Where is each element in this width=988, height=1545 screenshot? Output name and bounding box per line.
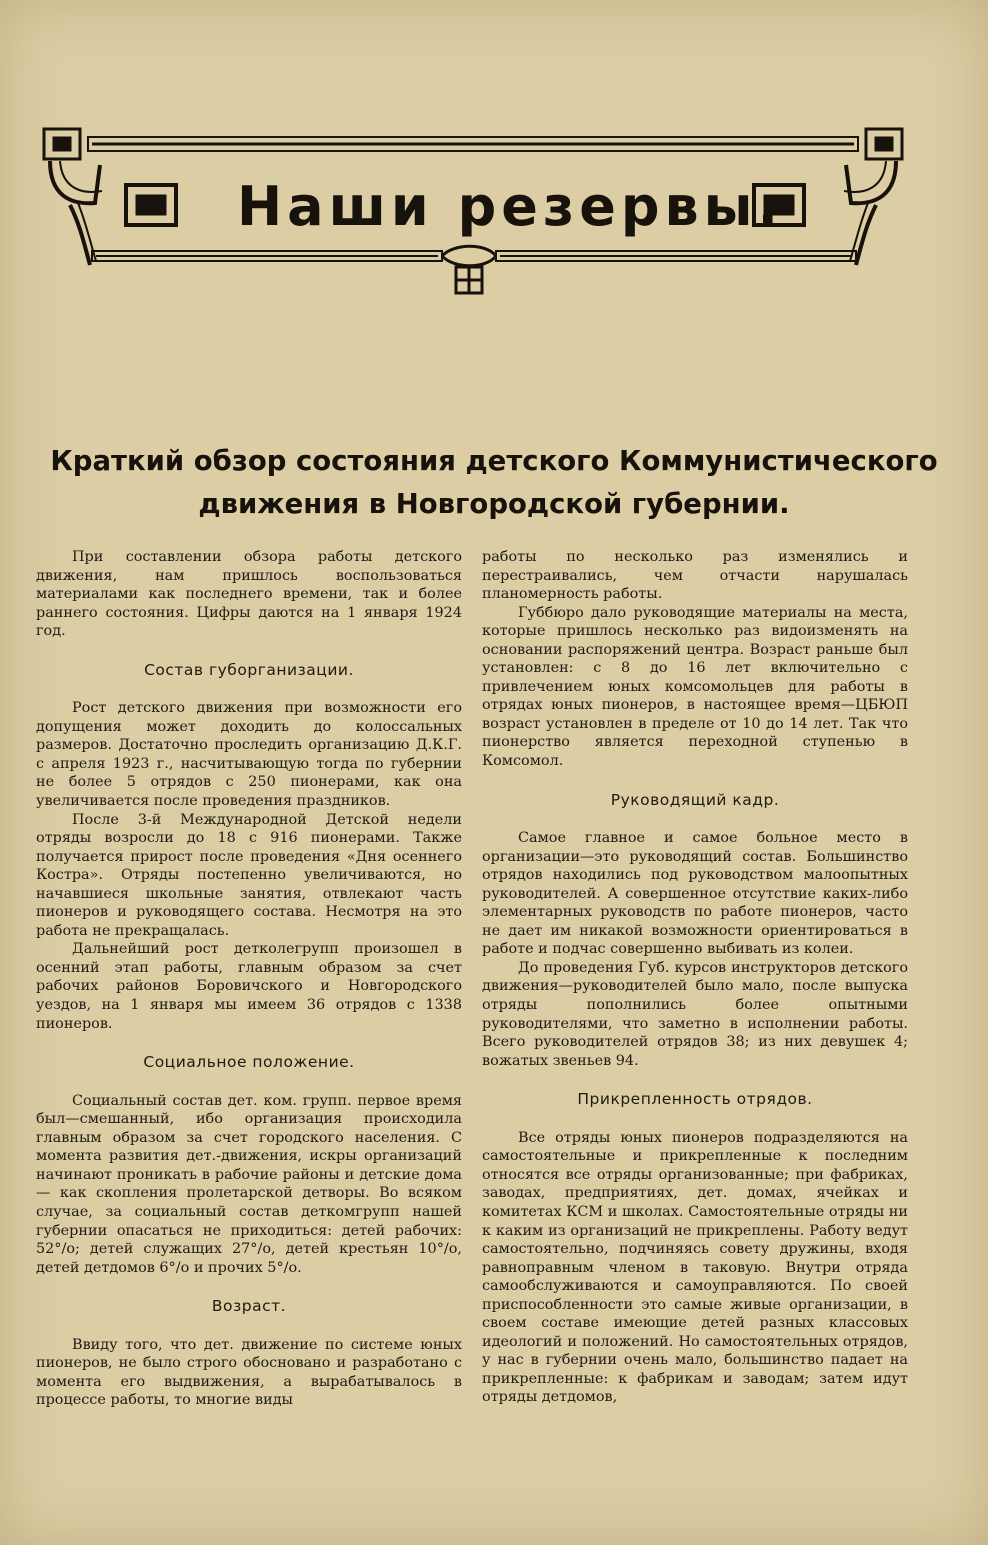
header-banner (40, 125, 950, 305)
section-heading-age: Возраст. (211, 1297, 287, 1316)
paragraph-sostav-1: Рост детского движения при возможности его допущения может доходить до колоссальных размеров. Достаточно проследить организацию Д.К.Г. с апреля 1923 г., насчитывающую тогда по губернии не более 5 отрядов с 250 пионерами, как она увеличивается после проведения праздников. (36, 700, 462, 810)
paragraph-social-1: Социальный состав дет. ком. групп. первое время был—смешанный, ибо организация происходила главным образом за счет городского населения. С момента развития дет.-движения, искры организаций начинают проникать в рабочие районы и детские дома — как скопления пролетарской детворы. Во всяком случае, за социальный состав деткомгрупп нашей губернии опасаться не приходиться: детей рабочих: 52°/о; детей служащих 27°/о, детей крестьян 10°/о, детей детдомов 6°/о и прочих 5°/о. (36, 1092, 462, 1276)
section-heading-social: Социальное положение. (143, 1053, 355, 1072)
section-heading-kadr: Руководящий кадр. (610, 790, 780, 809)
paragraph-sostav-3: Дальнейший рост детколегрупп произошел в осенний этап работы, главным образом за счет рабочих районов Боровичского и Новгородского уездов, на 1 января мы имеем 36 отрядов с 1338 пионеров. (36, 941, 462, 1032)
paragraph-age-1: Ввиду того, что дет. движение по системе юных пионеров, не было строго обосновано и разработано с момента его выдвижения, а вырабатывалось в процессе работы, то многие виды (36, 1336, 462, 1409)
paragraph-age-1-continued: работы по несколько раз изменялись и перестраивались, чем отчасти нарушалась планомерность работы. (482, 549, 908, 603)
article-title-line-1: Краткий обзор состояния детского Коммунистического (50, 445, 938, 477)
paragraph-intro: При составлении обзора работы детского движения, нам пришлось воспользоваться материалами как последнего времени, так и более раннего состояния. Цифры даются на 1 января 1924 год. (36, 549, 462, 640)
section-heading-sostav: Состав губорганизации. (144, 660, 354, 679)
section-heading-prikr: Прикрепленность отрядов. (577, 1090, 813, 1109)
article-title (30, 440, 958, 526)
paragraph-sostav-2: После 3-й Международной Детской недели отряды возросли до 18 с 916 пионерами. Также получается прирост после проведения «Дня осеннего Костра». Отряды постепенно увеличиваются, но начавшиеся школьные занятия, отвлекают часть пионеров и руководящего состава. Несмотря на это работа не прекращалась. (36, 811, 462, 939)
page-title: Наши резервы. (236, 175, 784, 238)
right-column (482, 548, 908, 1407)
article-title-line-2: движения в Новгородской губернии. (198, 488, 790, 520)
paragraph-age-2: Губбюро дало руководящие материалы на места, которые пришлось несколько раз видоизменять на основании распоряжений центра. Возраст раньше был установлен: с 8 до 16 лет включительно с привлечением юных комсомольцев для работы в отрядах юных пионеров, в настоящее время—ЦБЮП возраст установлен в пределе от 10 до 14 лет. Так что пионерство является переходной ступенью в Комсомол. (482, 604, 908, 770)
paragraph-prikr-1: Все отряды юных пионеров подразделяются на самостоятельные и прикрепленные к последним относятся все отряды организованные; при фабриках, заводах, предприятиях, дет. домах, ячейках и комитетах КСМ и школах. Самостоятельные отряды ни к каким из организаций не прикреплены. Работу ведут самостоятельно, подчиняясь совету дружины, входя равноправным членом в таковую. Внутри отряда самообслуживаются и самоуправляются. По своей приспособленности это самые живые организации, в своем составе имеющие детей разных классовых идеологий и положений. Но самостоятельных отрядов, у нас в губернии очень мало, большинство падает на прикрепленные: к фабрикам и заводам; затем идут отряды детдомов, (482, 1129, 908, 1406)
left-column (36, 548, 462, 1410)
paragraph-kadr-1: Самое главное и самое больное место в организации—это руководящий состав. Большинство отрядов находились под руководством малоопытных руководителей. А совершенное отсутствие каких-либо элементарных руководств по работе пионеров, часто не дает им никакой возможности ориентироваться в работе и подчас совершенно выбивать из колеи. (482, 830, 908, 958)
paragraph-kadr-2: До проведения Губ. курсов инструкторов детского движения—руководителей было мало, после выпуска отряды пополнились более опытными руководителями, что заметно в исполнении работы. Всего руководителей отрядов 38; из них девушек 4; вожатых звеньев 94. (482, 959, 908, 1069)
